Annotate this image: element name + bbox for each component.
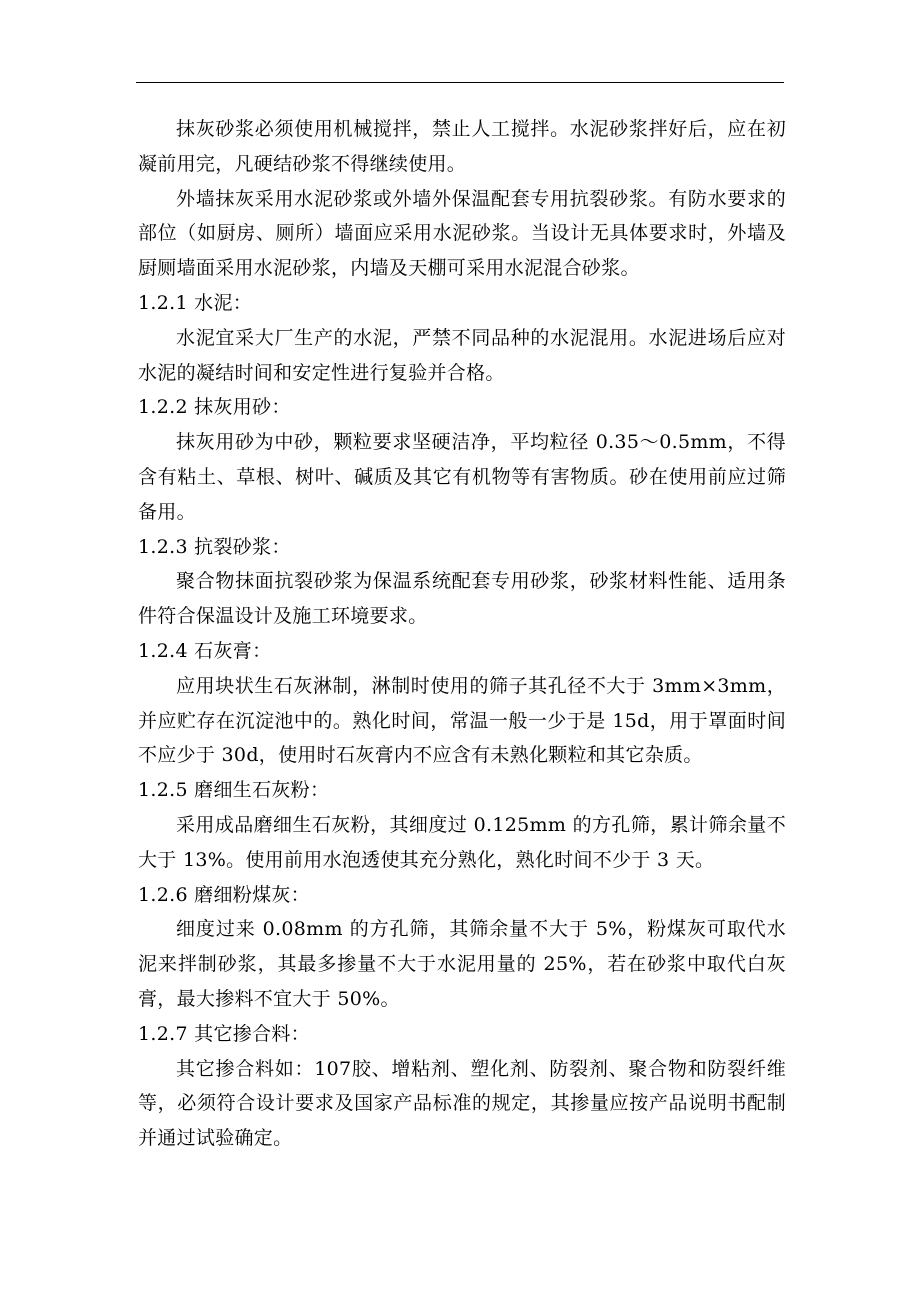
section-heading: 1.2.2 抹灰用砂： <box>138 396 291 419</box>
paragraph: 抹灰砂浆必须使用机械搅拌，禁止人工搅拌。水泥砂浆拌好后，应在初凝前用完，凡硬结砂浆不得继续使用。 <box>138 118 786 175</box>
paragraph: 聚合物抹面抗裂砂浆为保温系统配套专用砂浆，砂浆材料性能、适用条件符合保温设计及施工环境要求。 <box>138 570 786 628</box>
section-heading: 1.2.7 其它掺合料： <box>138 1022 310 1045</box>
paragraph: 采用成品磨细生石灰粉，其细度过 0.125mm 的方孔筛，累计筛余量不大于 13%。使用前用水泡透使其充分熟化，熟化时间不少于 3 天。 <box>138 813 786 871</box>
paragraph: 水泥宜采大厂生产的水泥，严禁不同品种的水泥混用。水泥进场后应对水泥的凝结时间和安定性进行复验并合格。 <box>138 326 786 384</box>
paragraph: 其它掺合料如：107胶、增粘剂、塑化剂、防裂剂、聚合物和防裂纤维等，必须符合设计要求及国家产品标准的规定，其掺量应按产品说明书配制并通过试验确定。 <box>138 1057 786 1150</box>
section-heading: 1.2.6 磨细粉煤灰： <box>138 883 310 906</box>
document-body <box>138 112 786 1156</box>
section-heading: 1.2.5 磨细生石灰粉： <box>138 779 330 802</box>
paragraph: 细度过来 0.08mm 的方孔筛，其筛余量不大于 5%，粉煤灰可取代水泥来拌制砂浆，其最多掺量不大于水泥用量的 25%，若在砂浆中取代白灰膏，最大掺料不宜大于 50%。 <box>138 918 786 1010</box>
section-heading: 1.2.1 水泥： <box>138 291 253 314</box>
section-heading: 1.2.4 石灰膏： <box>138 639 272 662</box>
paragraph: 应用块状生石灰淋制，淋制时使用的筛子其孔径不大于 3mm×3mm，并应贮存在沉淀池中的。熟化时间，常温一般一少于是 15d，用于罩面时间不应少于 30d，使用时石灰膏内不应含有未熟化颗粒和其它杂质。 <box>138 674 786 767</box>
paragraph: 抹灰用砂为中砂，颗粒要求坚硬洁净，平均粒径 0.35～0.5mm，不得含有粘土、草根、树叶、碱质及其它有机物等有害物质。砂在使用前应过筛备用。 <box>138 431 786 523</box>
header-rule <box>136 82 784 83</box>
section-heading: 1.2.3 抗裂砂浆： <box>138 535 291 558</box>
paragraph: 外墙抹灰采用水泥砂浆或外墙外保温配套专用抗裂砂浆。有防水要求的部位（如厨房、厕所）墙面应采用水泥砂浆。当设计无具体要求时，外墙及厨厕墙面采用水泥砂浆，内墙及天棚可采用水泥混合砂浆。 <box>138 187 786 280</box>
